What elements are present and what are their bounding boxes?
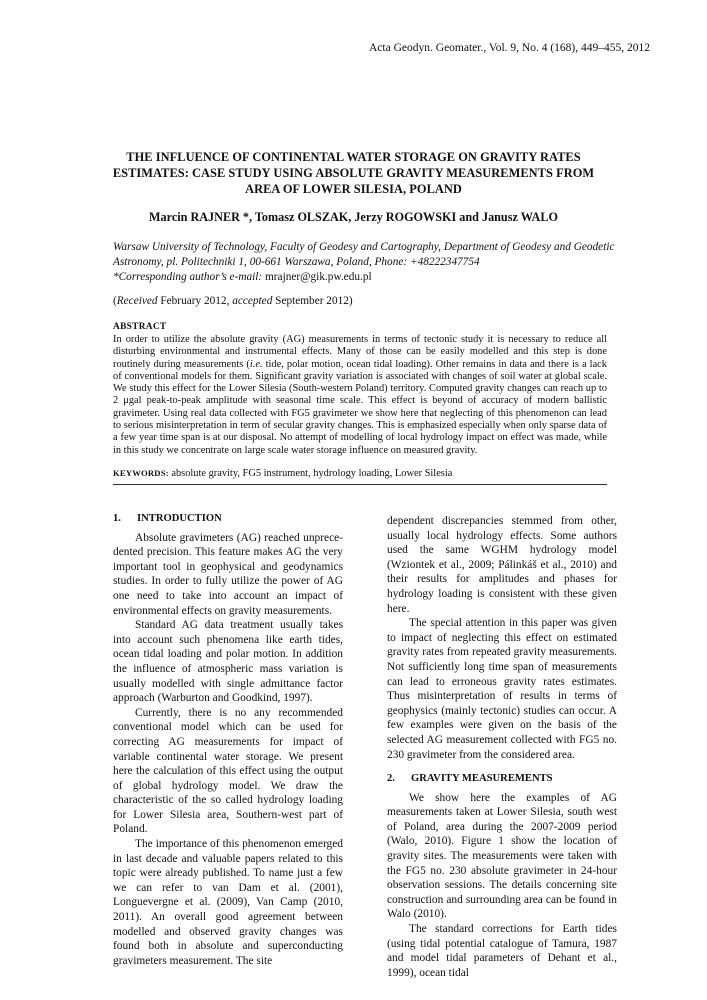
affiliation-line: Warsaw University of Technology, Faculty of Geodesy and Cartography, Department of Geodesy and Geodetic xyxy=(113,241,615,253)
received-dates xyxy=(113,295,353,307)
accepted-date: September 2012) xyxy=(272,295,353,307)
section-heading-gravity-measurements xyxy=(387,772,617,787)
right-column xyxy=(387,514,617,980)
received-date: February 2012, xyxy=(157,295,233,307)
corresponding-label: *Corresponding author’s e-mail: xyxy=(113,270,263,283)
section-heading-introduction xyxy=(113,512,343,527)
paragraph: Currently, there is no any recommended conventional model which can be used for correcting AG measurements for impact of variable continental water storage. We present here the calculation of this effect using the output of global hydrology model. We draw the characteristic of the so called hydrology loading for Lower Silesia area, Southern-west part of Poland. xyxy=(113,706,343,836)
corresponding-author xyxy=(113,270,653,285)
keywords-text: absolute gravity, FG5 instrument, hydrology loading, Lower Silesia xyxy=(168,468,453,479)
paragraph: Standard AG data treatment usually takes into account such phenomena like earth tides, ocean tidal loading and polar motion. In addition the influence of atmospheric mass variation is usually modelled with single admittance factor approach (Warburton and Goodkind, 1997). xyxy=(113,619,343,705)
paragraph: The importance of this phenomenon emerged in last decade and valuable papers related to this topic were already published. To name just a few we can refer to van Dam et al. (2001), Longuevergne et al. (2009), Van Camp (2010, 2011). An overall good agreement between modelled and observed gravity changes was found both in absolute and superconducting gravimeters measurement. The site xyxy=(113,838,343,967)
abstract-part: In order to utilize the absolute gravity (AG) measurements in terms of tectonic study it is necessary to reduce all disturbing environmental and instrumental effects. Many of those can be easily modelled and this step is done routinely during measurements ( xyxy=(113,334,607,370)
accepted-label: accepted xyxy=(232,295,273,307)
abstract-ie: i.e. xyxy=(249,358,263,370)
paragraph: The standard corrections for Earth tides (using tidal potential catalogue of Tamura, 1987 and model tidal parameters of Dehant et al., 1999), ocean tidal xyxy=(387,923,617,979)
title-line: THE INFLUENCE OF CONTINENTAL WATER STORAGE ON GRAVITY RATES xyxy=(126,150,581,164)
title-line: AREA OF LOWER SILESIA, POLAND xyxy=(245,182,462,196)
journal-reference: Acta Geodyn. Geomater., Vol. 9, No. 4 (168), 449–455, 2012 xyxy=(369,42,650,54)
section-title: GRAVITY MEASUREMENTS xyxy=(411,773,553,785)
author-list: Marcin RAJNER *, Tomasz OLSZAK, Jerzy ROGOWSKI and Janusz WALO xyxy=(149,210,558,224)
paragraph: We show here the examples of AG measurements taken at Lower Silesia, south west of Poland, area during the 2007-2009 period (Walo, 2010). Figure 1 show the location of gravity sites. The measurements were taken with the FG5 no. 230 absolute gravimeter in 24-hour observation sessions. The details concerning site construction and surrounding area can be found in Walo (2010). xyxy=(387,791,617,921)
abstract-text xyxy=(113,334,607,457)
section-number: 2. xyxy=(387,773,395,785)
affiliation-line: Astronomy, pl. Politechniki 1, 00-661 Warszawa, Poland, Phone: +48222347754 xyxy=(113,255,480,268)
title-line: ESTIMATES: CASE STUDY USING ABSOLUTE GRAVITY MEASUREMENTS FROM xyxy=(112,166,595,180)
abstract-part: tide, polar motion, ocean tidal loading). Other remains in data and there is a lack of conventional models for them. Significant gravity variation is associated with changes of soil water at global scale. We study this effect for the Lower Silesia (South-western Poland) territory. Computed gravity changes can reach up to 2 μgal peak-to-peak amplitude with seasonal time scale. This effect is beyond of accuracy of modern ballistic gravimeter. Using real data collected with FG5 gravimeter we show here that neglecting of this phenomenon can lead to serious misinterpretation in term of secular gravity changes. This is emphasized especially when only sparse data of a few year time span is at our disposal. No attempt of modelling of local hydrology impact on effect was made, while in this study we concentrate on large scale water storage influence on measured gravity. xyxy=(113,358,607,456)
section-divider xyxy=(113,484,607,485)
keywords xyxy=(113,468,607,479)
section-title: INTRODUCTION xyxy=(137,513,222,524)
received-label: Received xyxy=(116,295,158,307)
paragraph: Absolute gravimeters (AG) reached unprece-dented precision. This feature makes AG the very important tool in geophysical and geodynamics studies. In order to fully utilize the power of AG one need to take into account an impact of environmental effects on gravity measurements. xyxy=(113,531,343,617)
left-column xyxy=(113,512,343,968)
abstract-heading: ABSTRACT xyxy=(113,322,167,332)
paragraph: The special attention in this paper was given to impact of neglecting this effect on estimated gravity rates from repeated gravity measurements. Not sufficiently long time span of measurements can lead to erroneous gravity rates estimates. Thus misinterpretation of results in terms of geophysics (mainly tectonic) studies can occur. A few examples were given on the basis of the selected AG measurement collected with FG5 no. 230 gravimeter from the considered area. xyxy=(387,617,617,761)
paragraph: dependent discrepancies stemmed from other, usually local hydrology effects. Some authors used the same WGHM hydrology model (Wziontek et al., 2009; Pálinkáš et al., 2010) and their results for amplitudes and phases for hydrology loading is consistent with these given here. xyxy=(387,515,617,615)
paren-open: ( xyxy=(113,295,117,307)
paper-title xyxy=(100,149,607,197)
corresponding-email: mrajner@gik.pw.edu.pl xyxy=(265,270,372,283)
section-number: 1. xyxy=(113,513,121,524)
affiliation xyxy=(113,240,653,284)
keywords-label: KEYWORDS: xyxy=(113,468,169,478)
